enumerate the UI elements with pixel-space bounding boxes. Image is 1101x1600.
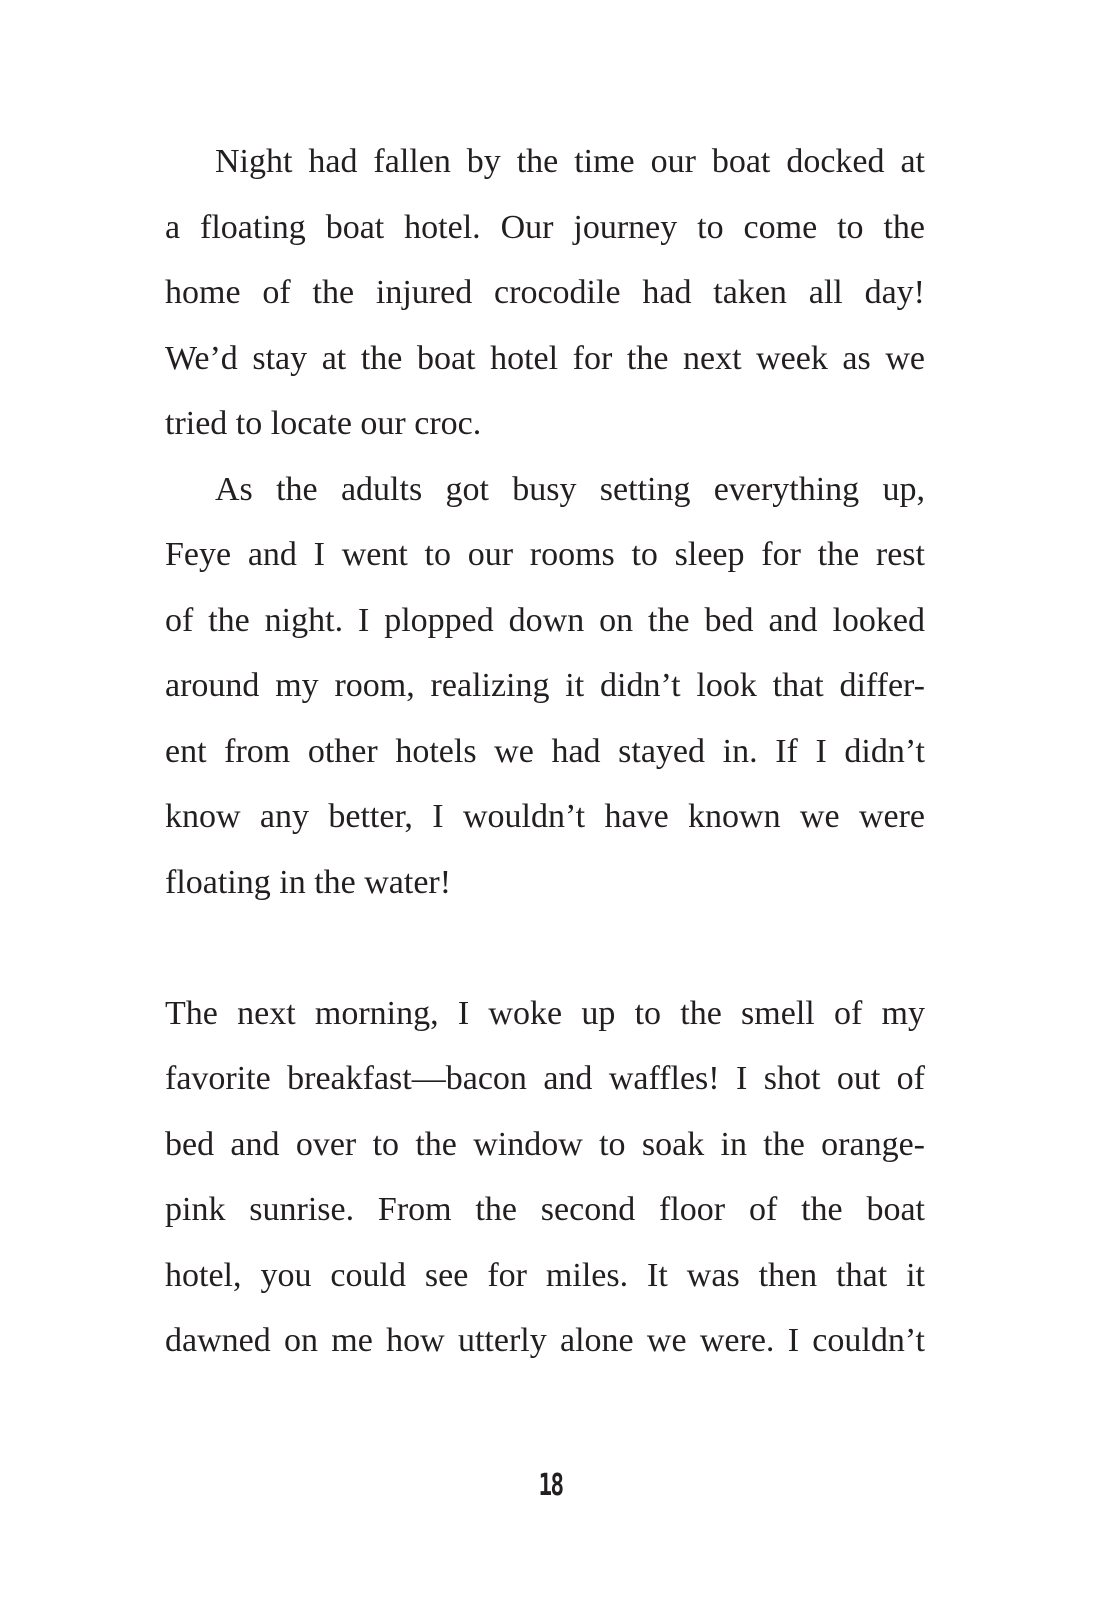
paragraph-3-line-5: hotel, you could see for miles. It was then that it: [165, 1257, 925, 1294]
page-number: 18: [538, 1468, 563, 1503]
paragraph-2-line-2: Feye and I went to our rooms to sleep for the rest: [165, 536, 925, 573]
paragraph-3-line-6: dawned on me how utterly alone we were. I couldn’t: [165, 1322, 925, 1359]
paragraph-3-line-4: pink sunrise. From the second floor of the boat: [165, 1191, 925, 1228]
paragraph-1-line-4: We’d stay at the boat hotel for the next week as we: [165, 340, 925, 377]
paragraph-2-line-3: of the night. I plopped down on the bed and looked: [165, 602, 925, 639]
paragraph-1-line-5: tried to locate our croc.: [165, 405, 482, 442]
paragraph-3-line-3: bed and over to the window to soak in the orange-: [165, 1126, 925, 1163]
paragraph-2-line-7: floating in the water!: [165, 864, 452, 901]
paragraph-1-line-2: a floating boat hotel. Our journey to come to the: [165, 209, 925, 246]
paragraph-3-line-2: favorite breakfast—bacon and waffles! I shot out of: [165, 1060, 925, 1097]
paragraph-2-line-5: ent from other hotels we had stayed in. If I didn’t: [165, 733, 925, 770]
paragraph-2-line-4: around my room, realizing it didn’t look that differ-: [165, 667, 925, 704]
paragraph-1-line-3: home of the injured crocodile had taken all day!: [165, 274, 925, 311]
paragraph-3-line-1: The next morning, I woke up to the smell of my: [165, 995, 925, 1032]
paragraph-2-line-1: As the adults got busy setting everything up,: [215, 471, 925, 508]
paragraph-2-line-6: know any better, I wouldn’t have known we were: [165, 798, 925, 835]
paragraph-1-line-1: Night had fallen by the time our boat docked at: [215, 143, 925, 180]
